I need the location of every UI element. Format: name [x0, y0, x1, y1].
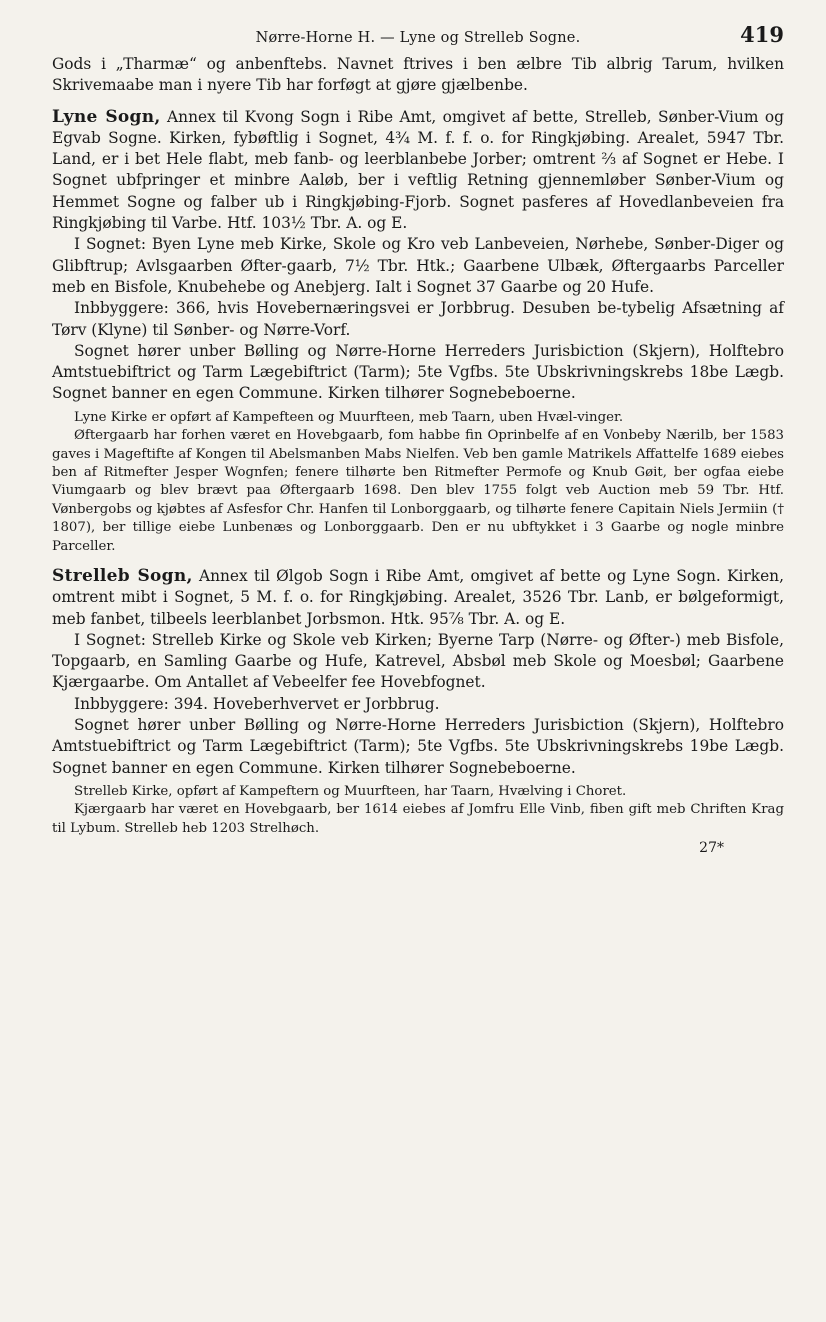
spacer — [52, 97, 784, 107]
paragraph-intro: Gods i „Tharmæ“ og anbenftebs. Navnet ftrives i ben ælbre Tib albrig Tarum, hvilken Skrivemaabe man i nyere Tib har forføgt at gjøre gjælbenbe. — [52, 55, 784, 95]
page-header — [52, 22, 784, 54]
paragraph-lyne-localities: I Sognet: Byen Lyne meb Kirke, Skole og Kro veb Lanbeveien, Nørhebe, Sønber-Diger og Glibftrup; Avlsgaarben Øfter-gaarb, 7½ Tbr. Htk.; Gaarbene Ulbæk, Øftergaarbs Parceller meb en Bisfole, Knubehebe og Anebjerg. Ialt i Sognet 37 Gaarbe og 20 Hufe. — [52, 235, 784, 296]
signature-mark: 27* — [699, 840, 724, 857]
spacer — [52, 556, 784, 566]
note-kjaergaard: Kjærgaarb har været en Hovebgaarb, ber 1614 eiebes af Jomfru Elle Vinb, fiben gift meb Chriften Krag til Lybum. Strelleb heb 1203 Strelhøch. — [52, 802, 784, 836]
entry-text: Annex til Ølgob Sogn i Ribe Amt, omgivet af bette og Lyne Sogn. Kirken, omtrent mibt i Sognet, 5 M. f. o. for Ringkjøbing. Arealet, 3526 Tbr. Lanb, er bølgeformigt, meb fanbet, tilbeels leerblanbet Jorbsmon. Htk. 95⅞ Tbr. A. og E. — [52, 567, 784, 628]
entry-title: Strelleb Sogn, — [52, 566, 193, 586]
entry-title: Lyne Sogn, — [52, 106, 161, 127]
page-number: 419 — [740, 22, 784, 47]
paragraph-strelleb-localities: I Sognet: Strelleb Kirke og Skole veb Kirken; Byerne Tarp (Nørre- og Øfter-) meb Bisfole, Topgaarb, en Samling Gaarbe og Hufe, Katrevel, Absbøl meb Skole og Moesbøl; Gaarbene Kjærgaarbe. Om Antallet af Vebeelfer fee Hovebfognet. — [52, 630, 784, 692]
note-strelleb-kirke: Strelleb Kirke, opført af Kampeftern og Muurfteen, har Taarn, Hvælving i Choret. — [74, 783, 627, 799]
paragraph-lyne-population: Inbbyggere: 366, hvis Hovebernæringsvei er Jorbbrug. Desuben be-tybelig Afsætning af Tørv (Klyne) til Sønber- og Nørre-Vorf. — [52, 299, 784, 339]
entry-text: Annex til Kvong Sogn i Ribe Amt, omgivet af bette, Strelleb, Sønber-Vium og Egvab Sogne. Kirken, fybøftlig i Sognet, 4¾ M. f. f. o. for Ringkjøbing. Arealet, 5947 Tbr. Land, er i bet Hele flabt, meb fanb- og leerblanbebe Jorber; omtrent ⅔ af Sognet er Hebe. I Sognet ubfpringer et minbre Aaløb, ber i veftlig Retning gjennemløber Sønber-Vium og Hemmet Sogne og falber ub i Ringkjøbing-Fjorb. Sognet pasferes af Hovedlanbeveien fra Ringkjøbing til Varbe. Htf. 103½ Tbr. A. og E. — [52, 107, 784, 233]
entry-lyne-sogn — [52, 107, 784, 235]
entry-strelleb-sogn — [52, 566, 784, 630]
paragraph-strelleb-population: Inbbyggere: 394. Hoveberhvervet er Jorbbrug. — [74, 694, 440, 713]
note-lyne-kirke: Lyne Kirke er opført af Kampefteen og Muurfteen, meb Taarn, uben Hvæl-vinger. — [74, 409, 624, 425]
paragraph-strelleb-jurisdiction: Sognet hører unber Bølling og Nørre-Horne Herreders Jurisbiction (Skjern), Holftebro Amtstuebiftrict og Tarm Lægebiftrict (Tarm); 5te Vgfbs. 5te Ubskrivningskrebs 19be Lægb. Sognet banner en egen Commune. Kirken tilhører Sognebeboerne. — [52, 716, 784, 777]
running-head: Nørre-Horne H. — Lyne og Strelleb Sogne. — [255, 30, 581, 46]
page-body — [52, 54, 784, 838]
note-oftergaard: Øftergaarb har forhen været en Hovebgaarb, fom habbe fin Oprinbelfe af en Vonbeby Nærilb, ber 1583 gaves i Mageftifte af Kongen til Abelsmanben Mabs Nielfen. Veb ben gamle Matrikels Affattelfe 1689 eiebes ben af Ritmefter Jesper Wognfen; fenere tilhørte ben Ritmefter Permofe og Knub Gøit, ber ogfaa eiebe Viumgaarb og blev brævt paa Øftergaarb 1698. Den blev 1755 folgt veb Auction meb 59 Tbr. Htf. Vønbergobs og kjøbtes af Asfesfor Chr. Hanfen til Lonborggaarb, og tilhørte fenere Capitain Niels Jermiin († 1807), ber tillige eiebe Lunbenæs og Lonborggaarb. Den er nu ubftykket i 3 Gaarbe og nogle minbre Parceller. — [52, 428, 784, 554]
paragraph-lyne-jurisdiction: Sognet hører unber Bølling og Nørre-Horne Herreders Jurisbiction (Skjern), Holftebro Amtstuebiftrict og Tarm Lægebiftrict (Tarm); 5te Vgfbs. 5te Ubskrivningskrebs 18be Lægb. Sognet banner en egen Commune. Kirken tilhører Sognebeboerne. — [52, 341, 784, 403]
